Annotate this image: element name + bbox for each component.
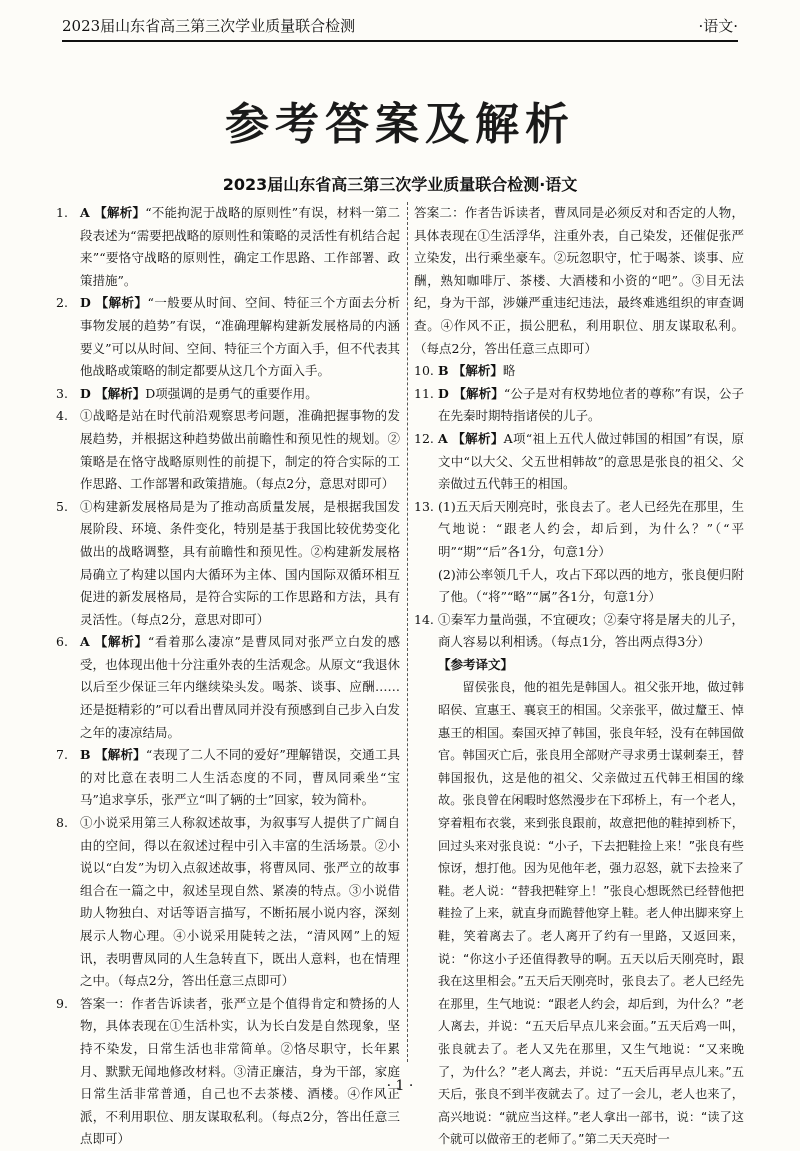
subject-label: ·语文· bbox=[698, 17, 738, 35]
page-subtitle: 2023届山东省高三第三次学业质量联合检测·语文 bbox=[222, 175, 578, 194]
answer-text: ①小说采用第三人称叙述故事，为叙事写人提供了广阔自由的空间，得以在叙述过程中引入丰富的生活场景。②小说以“白发”为切入点叙述故事，将曹凤同、张严立的故事组合在一篇之中，叙述呈现自然、紧凑的特点。③小说借助人物独白、对话等语言描写，不断拓展小说内容，深刻展示人物心理。④小说采用陡转之法，“清风网”上的短讯，表明曹凤同的人生急转直下，既出人意料，也在情理之中。（每点2分，答出任意三点即可） bbox=[80, 815, 400, 989]
answer-number: 4. bbox=[56, 408, 68, 424]
page-header bbox=[62, 8, 738, 42]
answer-tag: A 【解析】 bbox=[80, 205, 146, 220]
answer-number: 1. bbox=[56, 205, 68, 220]
exam-title: 2023届山东省高三第三次学业质量联合检测 bbox=[62, 17, 356, 35]
answer-13-part-2: (2)沛公率领几千人，攻占下邳以西的地方，张良便归附了他。（“将”“略”“属”各1分，句意1分） bbox=[438, 566, 744, 605]
answer-number: 7. bbox=[56, 747, 68, 763]
answer-text: “公子是对有权势地位者的尊称”有误，公子在先秦时期特指诸侯的儿子。 bbox=[438, 385, 744, 424]
answer-item bbox=[414, 360, 744, 383]
answer-number: 9. bbox=[56, 995, 68, 1011]
answer-item bbox=[56, 812, 400, 993]
reference-translation-text: 留侯张良，他的祖先是韩国人。祖父张开地，做过韩昭侯、宣惠王、襄哀王的相国。父亲张平，做过釐王、悼惠王的相国。秦国灭掉了韩国，张良年轻，没有在韩国做官。韩国灭亡后，张良用全部财产寻求勇士谋刺秦王，替韩国报仇，这是他的祖父、父亲做过五代韩王相国的缘故。张良曾在闲暇时悠然漫步在下邳桥上，有一个老人，穿着粗布衣裳，来到张良跟前，故意把他的鞋掉到桥下，回过头来对张良说：“小子，下去把鞋捡上来！”张良有些惊讶，想打他。因为见他年老，强力忍怒，就下去捡来了鞋。老人说：“替我把鞋穿上！”张良心想既然已经替他把鞋捡了上来，就直身而跪替他穿上鞋。老人伸出脚来穿上鞋，笑着离去了。老人离开了约有一里路，又返回来，说：“你这小子还值得教导的啊。五天以后天刚亮时，跟我在这里相会。”五天后天刚亮时，张良去了。老人已经先在那里，生气地说：“跟老人约会，却后到，为什么？”老人离去，并说：“五天后早点儿来会面。”五天后鸡一叫，张良就去了。老人又先在那里，又生气地说：“又来晚了，为什么？”老人离去，并说：“五天后再早点儿来。”五天后，张良不到半夜就去了。过了一会儿，老人也来了，高兴地说：“就应当这样。”老人拿出一部书，说：“读了这个就可以做帝王的老师了。”第二天天亮时一 bbox=[438, 680, 744, 1147]
answer-text: 答案一：作者告诉读者，张严立是个值得肯定和赞扬的人物，具体表现在①生活朴实，认为长白发是自然现象，坚持不染发，日常生活也非常简单。②恪尽职守，长年累月、默默无闻地修改材料。③清正廉洁，身为干部，家庭日常生活非常普通，自己也不去茶楼、酒楼。④作风正派，不利用职位、朋友谋取私利。（每点2分，答出任意三点即可） bbox=[80, 995, 400, 1147]
page-title: 参考答案及解析 bbox=[225, 99, 575, 150]
left-column bbox=[56, 202, 400, 1147]
answer-tag: A 【解析】 bbox=[438, 430, 504, 446]
answer-number: 2. bbox=[56, 295, 68, 311]
answer-text: “表现了二人不同的爱好”理解错误，交通工具的对比意在表明二人生活态度的不同，曹凤同乘坐“宝马”追求享乐，张严立“叫了辆的士”回家，较为简朴。 bbox=[80, 747, 400, 808]
answer-item bbox=[56, 496, 400, 632]
answer-number: 10. bbox=[414, 363, 434, 379]
answer-text: “一般要从时间、空间、特征三个方面去分析事物发展的趋势”有误，“准确理解构建新发展格局的内涵要义”可以从时间、空间、特征三个方面入手，但不代表其他战略或策略的制定都要从这几个方面入手。 bbox=[80, 295, 400, 379]
column-divider bbox=[407, 202, 408, 1062]
answer-item bbox=[56, 993, 400, 1151]
answer-number: 3. bbox=[56, 385, 68, 401]
answer-text: ①战略是站在时代前沿观察思考问题，准确把握事物的发展趋势，并根据这种趋势做出前瞻性和预见性的规划。②策略是在恪守战略原则性的前提下，制定的符合实际的工作思路、工作部署和政策措施。（每点2分，意思对即可） bbox=[80, 408, 400, 492]
answer-tag: A 【解析】 bbox=[80, 634, 148, 650]
answer-9-continued: 答案二：作者告诉读者，曹凤同是必须反对和否定的人物，具体表现在①生活浮华，注重外表，自己染发，还催促张严立染发，出行乘坐豪车。②玩忽职守，忙于喝茶、谈事、应酬，熟知咖啡厅、茶楼、大酒楼和小资的“吧”。③目无法纪，身为干部，涉嫌严重违纪违法，最终难逃组织的审查调查。④作风不正，损公肥私，利用职位、朋友谋取私利。（每点2分，答出任意三点即可） bbox=[414, 205, 744, 356]
answer-tag: B 【解析】 bbox=[80, 747, 146, 763]
answer-item bbox=[56, 383, 400, 406]
answer-tag: B 【解析】 bbox=[438, 363, 503, 379]
answer-item bbox=[414, 428, 744, 496]
answer-number: 6. bbox=[56, 634, 68, 650]
answer-item bbox=[414, 609, 744, 654]
answer-text: A项“祖上五代人做过韩国的相国”有误，原文中“以大父、父五世相韩故”的意思是张良的祖父、父亲做过五代韩王的相国。 bbox=[438, 430, 744, 492]
answer-tag: D 【解析】 bbox=[80, 295, 148, 311]
answer-item bbox=[56, 292, 400, 382]
answer-text: ①构建新发展格局是为了推动高质量发展，是根据我国发展阶段、环境、条件变化，特别是基于我国比较优势变化做出的战略调整，具有前瞻性和预见性。②构建新发展格局确立了构建以国内大循环为主体、国内国际双循环相互促进的新发展格局，是符合实际的工作思路和方法，具有灵活性。（每点2分，意思对即可） bbox=[80, 498, 400, 627]
right-column bbox=[414, 202, 744, 1147]
answer-number: 11. bbox=[414, 385, 434, 401]
answer-item bbox=[56, 744, 400, 812]
answer-text: (1)五天后天刚亮时，张良去了。老人已经先在那里，生气地说：“跟老人约会，却后到，为什么？”（“平明”“期”“后”各1分，句意1分） bbox=[438, 498, 744, 559]
answer-item bbox=[56, 405, 400, 495]
answer-number: 13. bbox=[414, 498, 434, 514]
answer-number: 14. bbox=[414, 611, 434, 627]
answer-item bbox=[56, 202, 400, 292]
answer-tag: D 【解析】 bbox=[438, 385, 504, 401]
answer-text: D项强调的是勇气的重要作用。 bbox=[145, 385, 318, 401]
answer-item bbox=[414, 496, 744, 609]
answer-number: 12. bbox=[414, 430, 434, 446]
answer-number: 8. bbox=[56, 815, 68, 831]
answer-text: 略 bbox=[502, 363, 516, 379]
reference-translation-heading: 【参考译文】 bbox=[438, 656, 514, 672]
answer-text: “不能拘泥于战略的原则性”有误，材料一第二段表述为“需要把战略的原则性和策略的灵活性有机结合起来”“要恪守战略的原则性，确定工作思路、工作部署、政策措施”。 bbox=[80, 205, 400, 288]
answer-item bbox=[414, 383, 744, 428]
answer-tag: D 【解析】 bbox=[80, 385, 146, 401]
answer-item bbox=[56, 631, 400, 744]
page-number: · 1 · bbox=[386, 1078, 414, 1094]
answer-number: 5. bbox=[56, 498, 68, 514]
answer-text: “看着那么凄凉”是曹凤同对张严立白发的感受，也体现出他十分注重外表的生活观念。从原文“我退休以后至少保证三年内继续染头发。喝茶、谈事、应酬……还是挺精彩的”可以看出曹凤同并没有预感到自己步入白发之年的凄凉结局。 bbox=[80, 634, 400, 740]
answer-text: ①秦军力量尚强，不宜硬攻；②秦守将是屠夫的儿子，商人容易以利相诱。（每点1分，答出两点得3分） bbox=[438, 611, 744, 650]
